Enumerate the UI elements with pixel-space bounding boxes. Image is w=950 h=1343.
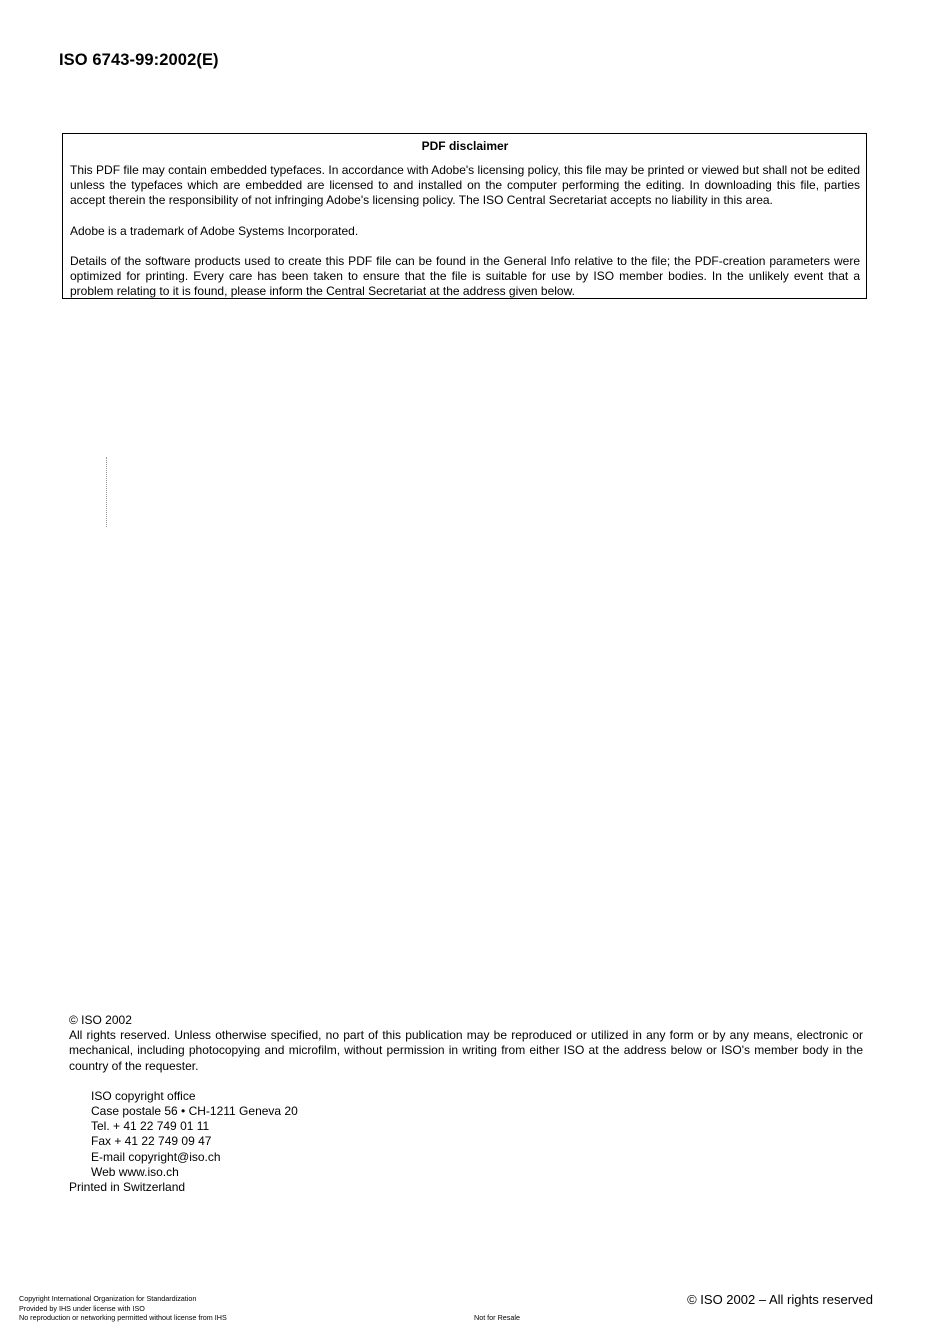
page-footer-copyright: © ISO 2002 – All rights reserved (687, 1292, 873, 1307)
license-line: Copyright International Organization for Standardization (19, 1294, 197, 1303)
pdf-disclaimer-box (62, 133, 867, 299)
disclaimer-paragraph-software: Details of the software products used to create this PDF file can be found in the General Info relative to the file; the PDF-creation parameters were optimized for printing. Every care has been taken to ensure that the file is suitable for use by ISO member bodies. In the unlikely event that a problem relating to it is found, please inform the Central Secretariat at the address given below. (70, 253, 860, 299)
copyright-office-address (69, 1089, 863, 1180)
disclaimer-paragraph-typefaces: This PDF file may contain embedded typefaces. In accordance with Adobe's licensing policy, this file may be printed or viewed but shall not be edited unless the typefaces which are embedded are licensed to and installed on the computer performing the editing. In downloading this file, parties accept therein the responsibility of not infringing Adobe's licensing policy. The ISO Central Secretariat accepts no liability in this area. (70, 163, 860, 208)
address-office: ISO copyright office (91, 1088, 196, 1103)
license-footer (19, 1294, 227, 1323)
address-web: Web www.iso.ch (91, 1164, 179, 1179)
copyright-notice: © ISO 2002 (69, 1013, 132, 1027)
document-id: ISO 6743-99:2002(E) (59, 51, 219, 69)
margin-mark (106, 457, 107, 527)
address-tel: Tel. + 41 22 749 01 11 (91, 1119, 210, 1134)
address-email: E-mail copyright@iso.ch (91, 1149, 221, 1164)
disclaimer-title: PDF disclaimer (421, 139, 509, 153)
rights-statement: All rights reserved. Unless otherwise specified, no part of this publication may be reproduced or utilized in any form or by any means, electronic or mechanical, including photocopying and microfilm, without permission in writing from either ISO at the address below or ISO's member body in the country of the requester. (69, 1028, 863, 1073)
copyright-block (69, 1013, 863, 1195)
address-fax: Fax + 41 22 749 09 47 (91, 1134, 212, 1149)
address-postal: Case postale 56 • CH-1211 Geneva 20 (91, 1104, 298, 1119)
not-for-resale-label: Not for Resale (474, 1313, 520, 1322)
disclaimer-paragraph-trademark: Adobe is a trademark of Adobe Systems Incorporated. (70, 223, 359, 238)
license-line: No reproduction or networking permitted without license from IHS (19, 1313, 227, 1322)
license-line: Provided by IHS under license with ISO (19, 1303, 145, 1313)
printed-in: Printed in Switzerland (69, 1180, 186, 1195)
